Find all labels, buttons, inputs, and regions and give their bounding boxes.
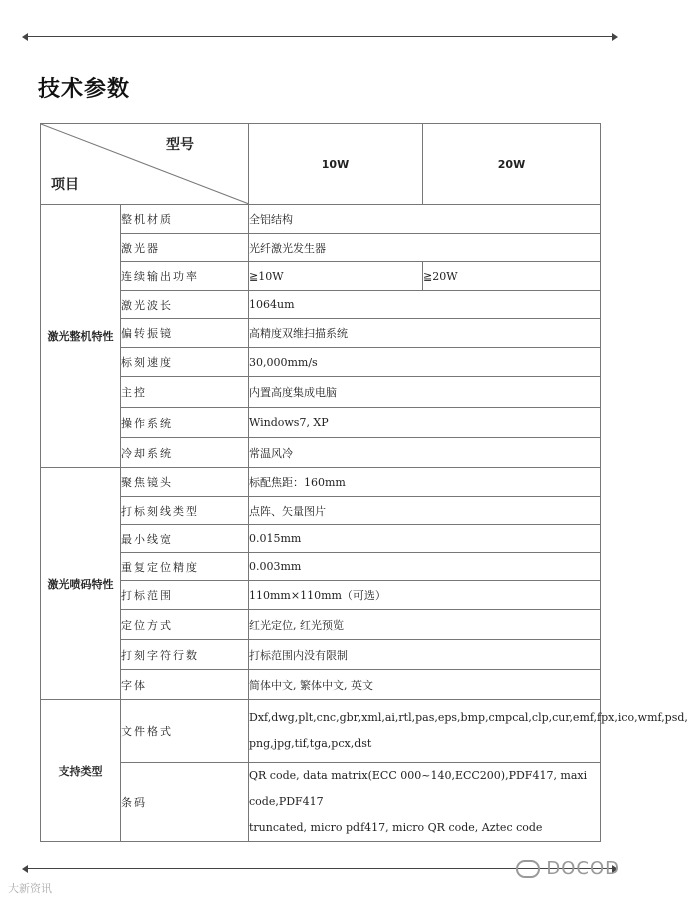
- value-line: QR code, data matrix(ECC 000~140,ECC200),PDF417, maxi code,PDF417: [249, 769, 588, 808]
- value-line: truncated, micro pdf417, micro QR code, Aztec code: [249, 821, 543, 834]
- row-item: 打标刻线类型: [121, 497, 249, 525]
- row-value: 点阵、矢量图片: [249, 497, 601, 525]
- value-line: Dxf,dwg,plt,cnc,gbr,xml,ai,rtl,pas,eps,bmp,cmpcal,clp,cur,emf,fpx,ico,wmf,psd,: [249, 711, 688, 724]
- table-row: [41, 262, 601, 291]
- row-value: 30,000mm/s: [249, 348, 601, 377]
- top-divider: [28, 36, 612, 37]
- row-item: 重复定位精度: [121, 553, 249, 581]
- row-value: 内置高度集成电脑: [249, 377, 601, 408]
- group-label: 支持类型: [41, 700, 121, 842]
- row-item: 激光波长: [121, 291, 249, 319]
- row-value: 简体中文, 繁体中文, 英文: [249, 670, 601, 700]
- brand-name: DOCOD: [546, 858, 620, 879]
- group-label: 激光喷码特性: [41, 468, 121, 700]
- table-header-row: [41, 124, 601, 205]
- row-value: 0.003mm: [249, 553, 601, 581]
- model-header: 型号: [166, 137, 194, 153]
- page-title: 技术参数: [38, 77, 131, 102]
- table-row: [41, 497, 601, 525]
- row-value-10w: ≧10W: [249, 262, 423, 291]
- model-10w: 10W: [249, 124, 423, 205]
- table-row: [41, 319, 601, 348]
- value-line: png,jpg,tif,tga,pcx,dst: [249, 737, 372, 750]
- group-label: 激光整机特性: [41, 205, 121, 468]
- item-header: 项目: [51, 177, 79, 193]
- row-item: 聚焦镜头: [121, 468, 249, 497]
- row-item: 打刻字符行数: [121, 640, 249, 670]
- table-row: [41, 763, 601, 842]
- row-item: 条码: [121, 763, 249, 842]
- row-item: 整机材质: [121, 205, 249, 234]
- table-row: [41, 468, 601, 497]
- row-item: 字体: [121, 670, 249, 700]
- row-value: 110mm×110mm（可选）: [249, 581, 601, 610]
- model-20w: 20W: [423, 124, 601, 205]
- wechat-icon: [516, 860, 540, 878]
- watermark: 大新资讯: [8, 882, 52, 895]
- row-value-multiline: [249, 763, 601, 842]
- table-row: [41, 700, 601, 763]
- table-row: [41, 377, 601, 408]
- table-row: [41, 438, 601, 468]
- row-value: 光纤激光发生器: [249, 234, 601, 262]
- row-item: 激光器: [121, 234, 249, 262]
- row-value: 0.015mm: [249, 525, 601, 553]
- row-item: 操作系统: [121, 408, 249, 438]
- row-value-multiline: [249, 700, 688, 763]
- table-row: [41, 408, 601, 438]
- row-value: Windows7, XP: [249, 408, 601, 438]
- row-value: 全铝结构: [249, 205, 601, 234]
- brand-logo: [516, 858, 620, 879]
- row-value: 标配焦距：160mm: [249, 468, 601, 497]
- row-item: 标刻速度: [121, 348, 249, 377]
- table-row: [41, 640, 601, 670]
- table-row: [41, 348, 601, 377]
- table-row: [41, 525, 601, 553]
- row-value: 高精度双维扫描系统: [249, 319, 601, 348]
- row-item: 最小线宽: [121, 525, 249, 553]
- row-value-20w: ≧20W: [423, 262, 601, 291]
- table-row: [41, 291, 601, 319]
- table-row: [41, 205, 601, 234]
- spec-table: [40, 123, 688, 842]
- row-item: 打标范围: [121, 581, 249, 610]
- row-value: 打标范围内没有限制: [249, 640, 601, 670]
- table-row: [41, 581, 601, 610]
- table-row: [41, 234, 601, 262]
- table-row: [41, 610, 601, 640]
- diagonal-header-cell: [41, 124, 249, 205]
- table-row: [41, 553, 601, 581]
- row-item: 偏转振镜: [121, 319, 249, 348]
- row-value: 红光定位, 红光预览: [249, 610, 601, 640]
- row-item: 连续输出功率: [121, 262, 249, 291]
- row-item: 文件格式: [121, 700, 249, 763]
- row-value: 1064um: [249, 291, 601, 319]
- row-value: 常温风冷: [249, 438, 601, 468]
- table-row: [41, 670, 601, 700]
- row-item: 主控: [121, 377, 249, 408]
- row-item: 冷却系统: [121, 438, 249, 468]
- row-item: 定位方式: [121, 610, 249, 640]
